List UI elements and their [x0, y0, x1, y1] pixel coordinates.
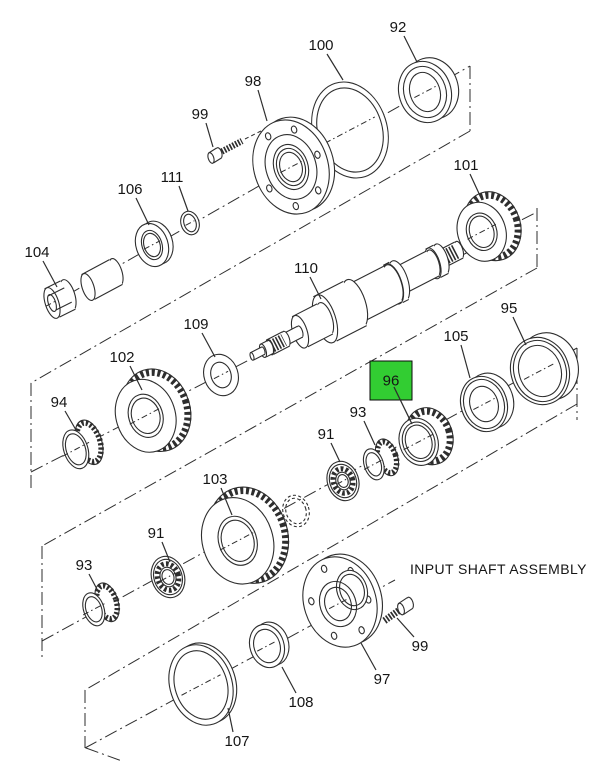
callout-101[interactable]	[453, 157, 482, 200]
callout-93[interactable]	[76, 557, 99, 593]
callout-111[interactable]	[161, 169, 188, 211]
callout-109[interactable]	[183, 316, 215, 357]
callout-label-95[interactable]: 95	[500, 300, 518, 317]
diagram-render-layer	[24, 19, 586, 761]
callout-label-91[interactable]: 91	[147, 525, 165, 542]
callout-label-110[interactable]: 110	[294, 260, 318, 277]
part-104-nut	[41, 278, 80, 321]
callout-96-highlighted[interactable]	[370, 361, 412, 424]
callout-100[interactable]	[308, 37, 343, 80]
part-92-seal	[391, 51, 467, 130]
callout-99[interactable]	[192, 106, 213, 147]
callout-label-94[interactable]: 94	[50, 394, 68, 411]
callout-label-109[interactable]: 109	[183, 316, 209, 333]
callout-label-107[interactable]: 107	[224, 733, 250, 750]
callout-105[interactable]	[443, 328, 470, 378]
callout-110[interactable]	[294, 260, 321, 299]
part-93-bearing-cone-left	[79, 580, 124, 629]
callout-label-101[interactable]: 101	[453, 157, 479, 174]
part-91-bearing-right	[322, 457, 364, 505]
part-91-bearing-left	[146, 552, 190, 602]
callout-label-104[interactable]: 104	[24, 244, 50, 261]
highlighted-part-label[interactable]: 96	[382, 372, 400, 390]
part-94-bearing-cone	[58, 417, 108, 473]
callout-93[interactable]	[350, 404, 375, 445]
part-103-gear	[191, 476, 301, 593]
part-99-bolt-lower	[384, 596, 415, 621]
callout-91[interactable]	[318, 426, 340, 462]
callout-label-91[interactable]: 91	[317, 426, 335, 443]
part-108-ring	[244, 617, 294, 672]
callout-label-106[interactable]: 106	[117, 181, 143, 198]
callout-label-93[interactable]: 93	[75, 557, 93, 574]
callout-label-98[interactable]: 98	[244, 73, 262, 90]
callout-104[interactable]	[24, 244, 57, 287]
callout-label-100[interactable]: 100	[308, 37, 334, 54]
callout-label-111[interactable]: 111	[160, 169, 184, 186]
part-97-flange	[292, 544, 394, 657]
part-spacer-sleeve	[78, 257, 126, 302]
callout-106[interactable]	[117, 181, 149, 225]
callout-label-93[interactable]: 93	[349, 404, 367, 421]
part-106-washer	[130, 217, 178, 271]
callout-99[interactable]	[397, 618, 428, 655]
part-107-ring	[159, 635, 247, 734]
callout-label-99[interactable]: 99	[191, 106, 209, 123]
callout-label-102[interactable]: 102	[109, 349, 135, 366]
part-102-gear	[106, 360, 201, 461]
part-93-bearing-cone-right	[360, 436, 403, 482]
callout-92[interactable]	[390, 19, 417, 62]
callout-label-97[interactable]: 97	[373, 671, 391, 688]
callout-label-103[interactable]: 103	[202, 471, 228, 488]
part-95-bearing-cup	[502, 325, 587, 412]
callout-95[interactable]	[501, 300, 526, 345]
part-96-gear	[393, 401, 460, 470]
callout-94[interactable]	[51, 394, 76, 430]
callout-97[interactable]	[361, 643, 390, 688]
callout-label-92[interactable]: 92	[389, 19, 407, 36]
part-111-ring	[178, 209, 203, 237]
part-109-thrust-washer	[198, 350, 243, 400]
callout-label-105[interactable]: 105	[443, 328, 469, 345]
callout-label-108[interactable]: 108	[288, 694, 314, 711]
part-105-seal-ring	[453, 367, 520, 438]
assembly-title: INPUT SHAFT ASSEMBLY	[410, 561, 587, 577]
callout-108[interactable]	[282, 667, 314, 711]
callout-98[interactable]	[245, 73, 267, 121]
callout-label-99[interactable]: 99	[411, 638, 429, 655]
